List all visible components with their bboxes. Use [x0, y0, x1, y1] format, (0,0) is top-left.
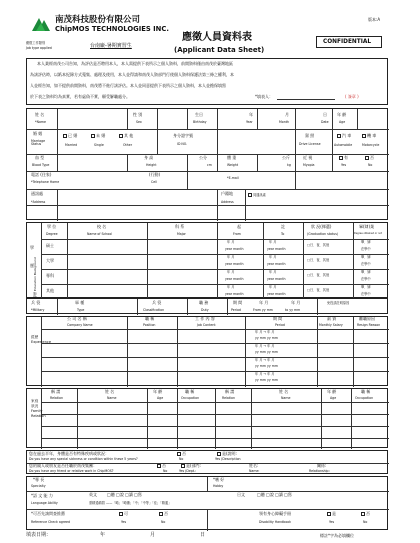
health-yes-checkbox[interactable] [217, 452, 221, 456]
reg-address-label: 戶籍地 [221, 191, 233, 196]
edu-row-college: 專科 [46, 273, 54, 278]
edu-from-1-en: year month [225, 247, 244, 251]
work-position-header-en: Position [143, 323, 156, 327]
military-from-en: From yy mm [253, 308, 273, 312]
military-label-en: *Military [31, 308, 45, 312]
family-occupation-header-1: 職 稱 [185, 389, 195, 394]
japanese-label: 日文 [237, 492, 245, 497]
license-label: 駕 照 [305, 133, 315, 138]
military-class-label: 兵 役 [152, 300, 162, 305]
edu-obtained-header-en: Degree obtained or not [354, 232, 382, 235]
cm-label-en: cm [207, 163, 212, 167]
edu-obt-4b[interactable]: 在學中 [361, 292, 371, 296]
family-age-header-2: 年 齡 [327, 389, 337, 394]
edu-to-1: 年 月 [269, 240, 277, 244]
company-logo [30, 15, 52, 33]
work-content-header-en: Job Content [197, 323, 216, 327]
military-type-label: 軍 種 [75, 300, 85, 305]
signature-note: ( 簽章 ) [345, 94, 359, 99]
relative-relation-label-en: Relationship: [309, 469, 330, 473]
cell-label: (行動) [149, 172, 161, 177]
edu-from-3-en: year month [225, 277, 244, 281]
health-question: 您在過去半年，身體是否有特殊疾病或狀況： [29, 451, 109, 456]
fill-date-month[interactable]: 月 [150, 532, 156, 538]
disability-label-en: Disability Handbook [259, 520, 291, 524]
married-option[interactable]: 已 婚 [63, 134, 77, 138]
military-to: 年 月 [291, 300, 301, 305]
kg-label-en: kg [287, 163, 291, 167]
reference-yes-en: Yes [121, 520, 127, 524]
family-name-header-1: 姓 名 [105, 389, 115, 394]
relative-question: 您的親人或朋友是否任職於南茂集團： [29, 463, 97, 468]
name-label: 姓 名 [35, 112, 45, 117]
edu-obtained-header: 畢(肄)業 [359, 224, 375, 229]
edu-obt-2b[interactable]: 在學中 [361, 262, 371, 266]
relative-yes-en: Yes (Dept.: [179, 469, 197, 473]
sex-label-en: Sex [136, 120, 142, 124]
questions-box [26, 450, 388, 474]
family-age-header-1-en: Age [157, 396, 164, 400]
work-side-label: 經歷 Experience [31, 335, 52, 344]
work-table [26, 316, 388, 386]
day-label: 日 [323, 112, 327, 117]
military-exempt-note: 免役請註明原因 [327, 301, 350, 305]
work-period-4[interactable]: 年 月 → 年 月 [255, 372, 275, 376]
disability-yes-option[interactable]: 是 [327, 512, 336, 516]
work-period-2-en: yy mm yy mm [255, 350, 279, 354]
work-period-4-en: yy mm yy mm [255, 378, 279, 382]
logo-mark-icon [30, 15, 52, 33]
health-no-en: No [179, 457, 184, 461]
edu-grad-3[interactable]: □日．夜．其他 [307, 273, 330, 277]
personal-info-table [26, 108, 388, 220]
edu-from-header: 起 [237, 224, 241, 229]
email-label: *E-mail [227, 176, 239, 180]
education-side-label-en: 學歷 Education Background [33, 257, 37, 298]
disability-yes-en: Yes [329, 520, 335, 524]
edu-obt-1b[interactable]: 在學中 [361, 247, 371, 251]
cell-label-en: Cell [151, 180, 157, 184]
family-relation-header-1-en: Relation [50, 396, 63, 400]
other-checkbox[interactable] [119, 134, 123, 138]
family-age-header-2-en: Age [330, 396, 337, 400]
moto-option[interactable]: 機 車 [362, 134, 376, 138]
moto-label-en: Motorcycle [362, 143, 380, 147]
edu-school-header: 校 名 [97, 224, 107, 229]
work-reason-header-en: Resign Reason [357, 323, 381, 327]
edu-obt-3b[interactable]: 在學中 [361, 277, 371, 281]
edu-to-3-en: year month [267, 277, 286, 281]
day-label-en: Date [321, 120, 329, 124]
reference-label-en: Reference Check agreed [31, 520, 71, 524]
cm-label: 公分 [199, 155, 207, 160]
health-no-option[interactable]: 否 [177, 452, 186, 456]
edu-major-header-en: Major [177, 232, 186, 236]
intro-line-1: 本人業經南茂公司告知，為評估是否聘用本人，本人需提供下表所示之個人資料，前開資料僅由南茂於臺灣地區 [37, 61, 233, 66]
edu-obt-3a[interactable]: 畢．肄 [361, 270, 371, 274]
military-period-label: 期 間 [233, 300, 243, 305]
relative-no-checkbox[interactable] [157, 464, 161, 468]
edu-row-other: 其他 [46, 288, 54, 293]
edu-to-3: 年 月 [269, 270, 277, 274]
edu-to-2: 年 月 [269, 255, 277, 259]
family-age-header-1: 年 齡 [153, 389, 163, 394]
family-name-header-1-en: Name [107, 396, 117, 400]
single-option[interactable]: 未 婚 [91, 134, 105, 138]
intro-line-4: 於下表之資料均為真實，若有虛偽不實，願受解職處分。 [30, 94, 130, 99]
single-label-en: Single [94, 143, 104, 147]
relative-no-en: No [163, 469, 168, 473]
edu-degree-header-en: Degree [46, 232, 58, 236]
confidential-box [316, 36, 382, 48]
month-label: 月 [285, 112, 289, 117]
english-levels[interactable]: □聽 □說 □讀 □寫 [107, 492, 142, 497]
blood-label-en: Blood Type [32, 163, 50, 167]
disability-label: 領有身心障礙手冊 [259, 511, 291, 516]
intro-box [26, 58, 388, 105]
edu-school-header-en: Name of School [87, 232, 113, 236]
company-name-en: ChipMOS TECHNOLOGIES INC. [55, 25, 169, 33]
health-yes-en: Yes (Description [215, 457, 241, 461]
address-label: 通訊處 [31, 191, 43, 196]
edu-from-header-en: From [233, 232, 241, 236]
reference-yes-option[interactable]: 可 [119, 512, 128, 516]
health-question-en: Do you have any special sickness or condition within these 5 years? [29, 457, 138, 461]
language-label-en: Language Ability [31, 501, 58, 505]
specialty-field[interactable] [67, 478, 205, 490]
military-class-label-en: Classification [143, 308, 165, 312]
japanese-levels[interactable]: □聽 □說 □讀 □寫 [257, 492, 292, 497]
car-checkbox[interactable] [337, 134, 341, 138]
cell-field[interactable] [188, 172, 218, 188]
military-type-label-en: Type [77, 308, 85, 312]
family-relation-header-2: 稱 謂 [225, 389, 235, 394]
work-reason-header: 離職原因 [359, 316, 375, 321]
skills-box [26, 476, 388, 530]
edu-row-master: 碩士 [46, 243, 54, 248]
military-period-label-en: Period [231, 308, 241, 312]
edu-grad-4[interactable]: □日．夜．其他 [307, 288, 330, 292]
intro-line-2: 為該評估時，以紙本紀錄方式蒐集、處理及使用，本人並得請和南茂人資部門行使個人資料保護法第三條之權利，本 [30, 72, 234, 77]
disability-no-checkbox[interactable] [361, 512, 365, 516]
address-field[interactable] [58, 190, 216, 220]
military-duty-label-en: Duty [201, 308, 209, 312]
specialty-label: *專 長 [33, 477, 45, 482]
military-from: 年 月 [259, 300, 269, 305]
language-label: *語 文 能 力 [31, 493, 53, 498]
form-title-cn: 應徵人員資料表 [182, 32, 252, 43]
disability-no-en: No [363, 520, 368, 524]
relative-no-option[interactable]: 否 [157, 464, 166, 468]
single-checkbox[interactable] [91, 134, 95, 138]
year-label: 年 [249, 112, 253, 117]
age-label-en: Age [339, 120, 346, 124]
id-no-label-en: ID NO. [177, 142, 188, 146]
married-label-en: Married [65, 143, 78, 147]
work-period-header-en: Period [275, 323, 285, 327]
year-label-en: Year [246, 120, 253, 124]
edu-obt-2a[interactable]: 畢．肄 [361, 255, 371, 259]
work-period-header: 期 間 [273, 316, 283, 321]
edu-degree-header: 學 位 [47, 224, 57, 229]
edu-row-bachelor: 大學 [46, 258, 54, 263]
work-period-3-en: yy mm yy mm [255, 364, 279, 368]
edu-status-header-en: (Graduation status) [307, 232, 339, 236]
disability-yes-checkbox[interactable] [327, 512, 331, 516]
edu-school-field-2[interactable] [68, 255, 146, 268]
myopia-no-option[interactable]: 否 [365, 156, 374, 160]
kg-label: 公斤 [282, 155, 290, 160]
health-no-checkbox[interactable] [177, 452, 181, 456]
marriage-label: 婚 姻 [33, 131, 43, 136]
relative-name-label-en: Name: [249, 469, 260, 473]
car-label-en: Automobile [334, 143, 353, 147]
work-position-header: 職 稱 [145, 316, 155, 321]
fill-date-day[interactable]: 日 [200, 532, 206, 538]
name-field[interactable] [58, 110, 126, 128]
reference-label: *可否先詢問查推薦 [31, 511, 65, 516]
same-address-checkbox[interactable] [248, 193, 252, 197]
relative-relation-label: 關係: [317, 463, 327, 468]
reg-address-label-en: Address [221, 200, 234, 204]
car-option[interactable]: 汽 車 [337, 134, 351, 138]
address-label-en: *Address [31, 200, 46, 204]
hobby-field[interactable] [239, 478, 387, 490]
hobby-label-en: Hobby [213, 484, 224, 488]
weight-label-en: Weight [227, 163, 239, 167]
edu-grad-1[interactable]: □日．夜．其他 [307, 243, 330, 247]
relative-question-en: Do you have any friend or relative work in ChipMOS? [29, 469, 114, 473]
work-company-header: 公 司 名 稱 [67, 316, 87, 321]
other-option[interactable]: 其 他 [119, 134, 133, 138]
edu-to-4: 年 月 [269, 285, 277, 289]
intro-line-3: 人並經告知，如不提供前開資料，南茂將不進行該評估。本人並同意提供下表所示之個人資料，本人並擔保填寫 [30, 83, 226, 88]
marriage-label-en: Marriage Status [31, 139, 46, 147]
family-occupation-header-2-en: Occupation [355, 396, 374, 400]
version-label: 版本:A [368, 17, 381, 22]
work-period-1-en: yy mm yy mm [255, 336, 279, 340]
age-label: 年 齡 [337, 112, 347, 117]
phone-label: 電話 (住家) [31, 172, 52, 177]
edu-obt-4a[interactable]: 畢．肄 [361, 285, 371, 289]
myopia-yes-en: Yes [341, 163, 347, 167]
edu-from-3: 年 月 [227, 270, 235, 274]
job-type-value[interactable]: 台南廠-暑期實習生 [90, 43, 132, 49]
english-label: 英文 [89, 492, 97, 497]
family-name-header-2-en: Name [281, 396, 291, 400]
work-period-3[interactable]: 年 月 → 年 月 [255, 358, 275, 362]
reference-yes-checkbox[interactable] [119, 512, 123, 516]
email-field[interactable] [247, 172, 387, 188]
disability-no-option[interactable]: 否 [361, 512, 370, 516]
birthday-label-en: Birthday [193, 120, 207, 124]
married-checkbox[interactable] [63, 134, 67, 138]
job-type-label: 應徵工作類別 [26, 41, 46, 45]
family-occupation-header-1-en: Occupation [181, 396, 200, 400]
blood-label: 血 型 [35, 155, 45, 160]
height-label-en: Height [146, 163, 157, 167]
license-label-en: Drive License [299, 142, 321, 146]
edu-grad-2[interactable]: □日．夜．其他 [307, 258, 330, 262]
same-address-option[interactable]: 同通訊處 [248, 193, 266, 197]
form-title-en: (Applicant Data Sheet) [174, 46, 265, 54]
work-company-header-en: Company Name [67, 323, 93, 327]
family-relation-header-2-en: Relation [222, 396, 235, 400]
family-name-header-2: 姓 名 [279, 389, 289, 394]
fill-date-label: 填表日期： [26, 532, 52, 538]
height-label: 身 高 [144, 155, 154, 160]
fill-date-year[interactable]: 年 [100, 532, 106, 538]
edu-from-4: 年 月 [227, 285, 235, 289]
language-fill-note: 需精通填寫 ——「略」「略懂」「中」「中等」「佳」「精通」 [89, 501, 172, 505]
myopia-label-en: Myopia [303, 163, 315, 167]
education-side-label: 學 歷 [30, 245, 34, 268]
required-fields-note: 標註*字為必填欄位 [320, 533, 354, 538]
edu-to-2-en: year month [267, 262, 286, 266]
work-period-2[interactable]: 年 月 → 年 月 [255, 344, 275, 348]
work-period-1[interactable]: 年 月 → 年 月 [255, 330, 275, 334]
military-duty-label: 職 務 [199, 300, 209, 305]
edu-from-1: 年 月 [227, 240, 235, 244]
specialty-label-en: Specialty [31, 484, 46, 488]
edu-from-4-en: year month [225, 292, 244, 296]
myopia-yes-option[interactable]: 有 [339, 156, 348, 160]
family-relation-header-1: 稱 謂 [51, 389, 61, 394]
relative-name-label: 姓名: [249, 463, 259, 468]
edu-to-4-en: year month [267, 292, 286, 296]
reference-no-checkbox[interactable] [159, 512, 163, 516]
edu-to-1-en: year month [267, 247, 286, 251]
company-name-cn: 南茂科技股份有限公司 [55, 15, 141, 25]
name-label-en: *Name [35, 120, 46, 124]
relative-yes-option[interactable]: 是(部門: [181, 464, 201, 468]
id-no-field[interactable] [218, 130, 294, 153]
family-occupation-header-2: 職 稱 [361, 389, 371, 394]
military-label: 兵 役 [31, 300, 41, 305]
myopia-no-checkbox[interactable] [365, 156, 369, 160]
age-field[interactable] [358, 110, 388, 128]
signer-field[interactable] [277, 99, 335, 100]
edu-obt-1a[interactable]: 畢．肄 [361, 240, 371, 244]
edu-school-field-3[interactable] [68, 270, 146, 283]
birthday-label: 生日 [195, 112, 203, 117]
myopia-no-en: No [368, 163, 373, 167]
confidential-label: CONFIDENTIAL [323, 39, 372, 45]
id-no-label: 身分證字號 [173, 133, 193, 138]
month-label-en: Month [279, 120, 289, 124]
edu-to-header-en: To [281, 232, 285, 236]
phone-label-en: *Telephone Home [31, 180, 60, 184]
work-salary-header-en: Monthly Salary [319, 323, 343, 327]
education-table [26, 222, 388, 298]
work-content-header: 工 作 內 容 [195, 316, 215, 321]
work-salary-header: 薪 資 [327, 316, 337, 321]
sex-label: 性 別 [133, 112, 143, 117]
myopia-label: 近 視 [303, 155, 313, 160]
edu-major-header: 科 系 [175, 224, 185, 229]
edu-school-field-4[interactable] [68, 285, 146, 298]
military-table [26, 298, 388, 314]
hobby-label: *嗜 好 [213, 477, 225, 482]
relative-yes-checkbox[interactable] [181, 464, 185, 468]
sex-field[interactable] [158, 110, 186, 128]
weight-label: 體 重 [227, 155, 237, 160]
edu-from-2-en: year month [225, 262, 244, 266]
reference-no-option[interactable]: 否 [159, 512, 168, 516]
edu-to-header: 訖 [281, 224, 285, 229]
moto-checkbox[interactable] [362, 134, 366, 138]
reg-address-field[interactable] [246, 200, 388, 220]
family-table [26, 388, 388, 448]
signer-label: *填表人： [255, 94, 273, 99]
edu-status-header: 狀 況(擇選) [311, 224, 332, 229]
reference-no-en: No [161, 520, 166, 524]
military-to-en: to yy mm [285, 308, 301, 312]
blood-field[interactable] [58, 155, 126, 170]
myopia-yes-checkbox[interactable] [339, 156, 343, 160]
job-type-label-en: Job type applied [26, 46, 52, 50]
family-side-label: 家庭狀況 Family Relation [31, 399, 46, 418]
edu-from-2: 年 月 [227, 255, 235, 259]
health-yes-option[interactable]: 是(說明: [217, 452, 237, 456]
other-label-en: Other [123, 143, 133, 147]
phone-field[interactable] [87, 172, 147, 188]
edu-school-field-1[interactable] [68, 240, 146, 253]
